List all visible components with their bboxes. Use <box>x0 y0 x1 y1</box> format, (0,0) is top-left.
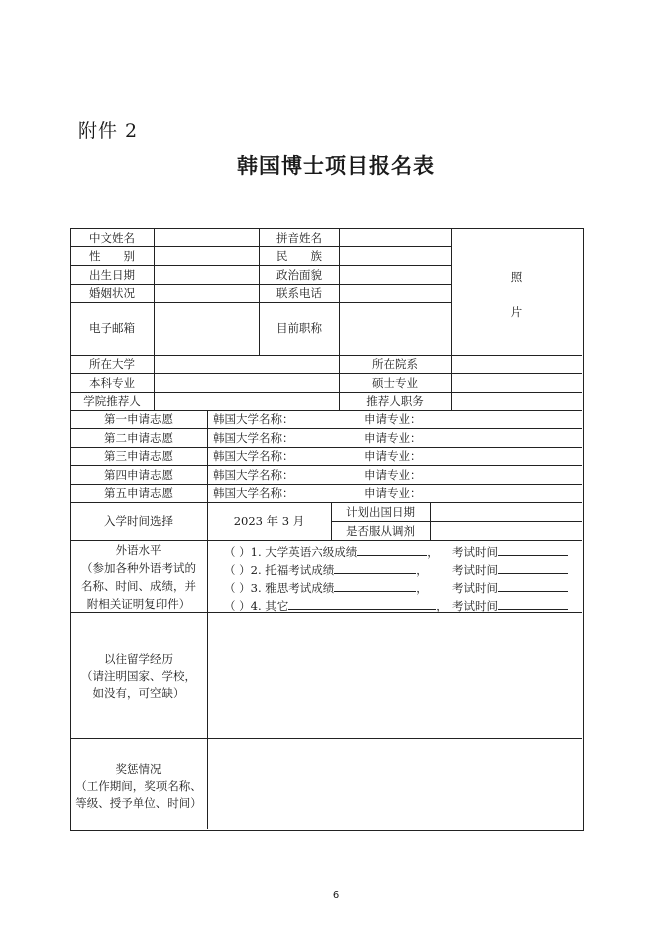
choice-label-1: 第一申请志愿 <box>104 412 173 426</box>
label-ethnicity: 民 族 <box>276 249 322 263</box>
choice-uni-4: 韩国大学名称： <box>213 468 294 482</box>
language-label-2: （参加各种外语考试的 <box>81 561 196 575</box>
attachment-label: 附件 2 <box>78 120 139 142</box>
choice-uni-5: 韩国大学名称： <box>213 486 294 500</box>
language-time-2: 考试时间 <box>452 561 568 577</box>
study-abroad-label-1: 以往留学经历 <box>104 652 173 666</box>
label-marital-status: 婚姻状况 <box>89 286 135 300</box>
awards-label-3: 等级、授予单位、时间） <box>75 796 202 810</box>
language-label-1: 外语水平 <box>115 543 162 557</box>
label-phone: 联系电话 <box>276 286 322 300</box>
language-label-3: 名称、时间、成绩，并 <box>81 579 196 593</box>
label-email: 电子邮箱 <box>89 321 135 335</box>
label-university: 所在大学 <box>89 357 135 371</box>
language-time-4: 考试时间 <box>452 597 568 613</box>
choice-label-5: 第五申请志愿 <box>104 486 173 500</box>
form-title: 韩国博士项目报名表 <box>237 153 435 178</box>
label-department: 所在院系 <box>372 357 418 371</box>
label-gender: 性 别 <box>89 249 135 263</box>
choice-label-3: 第三申请志愿 <box>104 449 173 463</box>
awards-label-1: 奖惩情况 <box>115 762 162 776</box>
choice-uni-3: 韩国大学名称： <box>213 449 294 463</box>
choice-major-1: 申请专业： <box>364 412 422 426</box>
awards-label-2: （工作期间，奖项名称、 <box>75 779 202 793</box>
choice-uni-1: 韩国大学名称： <box>213 412 294 426</box>
language-item-2: （ ）2. 托福考试成绩 ， <box>224 563 428 577</box>
label-undergrad-major: 本科专业 <box>89 376 135 390</box>
label-pinyin-name: 拼音姓名 <box>276 231 322 245</box>
label-enrollment: 入学时间选择 <box>104 514 173 528</box>
language-time-1: 考试时间 <box>452 543 568 559</box>
language-item-4: （ ）4. 其它 ， <box>224 599 448 613</box>
label-current-title: 目前职称 <box>276 321 322 335</box>
page-number: 6 <box>332 890 340 901</box>
language-item-1: （ ）1. 大学英语六级成绩 ， <box>224 545 439 559</box>
photo-label-1: 照 <box>510 270 523 284</box>
choice-major-5: 申请专业： <box>364 486 422 500</box>
language-item-3: （ ）3. 雅思考试成绩 ， <box>224 581 428 595</box>
label-departure-date: 计划出国日期 <box>346 505 415 519</box>
label-recommender: 学院推荐人 <box>83 394 141 408</box>
study-abroad-label-2: （请注明国家、学校， <box>81 669 196 683</box>
choice-major-4: 申请专业： <box>364 468 422 482</box>
choice-major-3: 申请专业： <box>364 449 422 463</box>
label-recommender-position: 推荐人职务 <box>366 394 424 408</box>
label-chinese-name: 中文姓名 <box>89 231 135 245</box>
language-time-3: 考试时间 <box>452 579 568 595</box>
label-political-status: 政治面貌 <box>276 268 322 282</box>
choice-major-2: 申请专业： <box>364 431 422 445</box>
photo-label-2: 片 <box>510 305 523 319</box>
choice-label-4: 第四申请志愿 <box>104 468 173 482</box>
enrollment-value: 2023 年 3 月 <box>233 514 305 528</box>
choice-uni-2: 韩国大学名称： <box>213 431 294 445</box>
label-accept-adjustment: 是否服从调剂 <box>346 524 415 538</box>
study-abroad-label-3: 如没有，可空缺） <box>92 686 185 700</box>
label-master-major: 硕士专业 <box>372 376 418 390</box>
choice-label-2: 第二申请志愿 <box>104 431 173 445</box>
language-label-4: 附相关证明复印件） <box>86 597 191 611</box>
label-birth-date: 出生日期 <box>89 268 135 282</box>
